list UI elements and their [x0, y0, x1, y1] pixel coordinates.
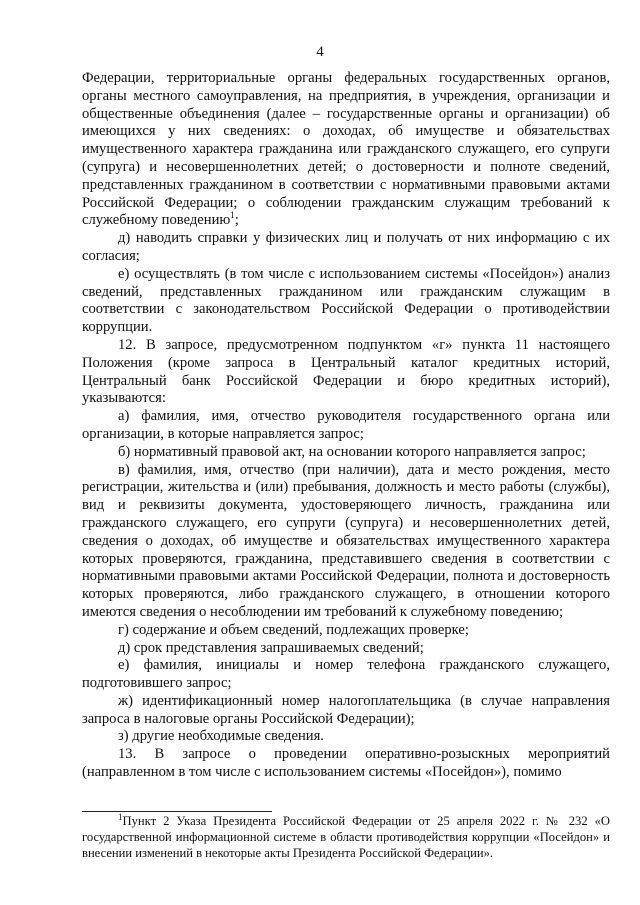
- paragraph-clause-13: 13. В запросе о проведении оперативно-розыскных мероприятий (направленном в том числе с использованием системы «Посейдон»), помимо: [82, 746, 610, 781]
- paragraph-item-g: г) содержание и объем сведений, подлежащих проверке;: [118, 621, 469, 638]
- footnote-marker: 1: [118, 811, 123, 822]
- paragraph-subitem-d: д) наводить справки у физических лиц и получать от них информацию с их согласия;: [82, 230, 610, 264]
- paragraph-clause-12: 12. В запросе, предусмотренном подпунктом «г» пункта 11 настоящего Положения (кроме запроса в Центральный каталог кредитных историй, Центральный банк Российской Федерации и бюро кредитных историй), указываются:: [82, 336, 610, 407]
- paragraph-item-z: з) другие необходимые сведения.: [118, 728, 324, 745]
- paragraph-item-e: е) фамилия, инициалы и номер телефона гражданского служащего, подготовившего запрос;: [82, 657, 610, 692]
- paragraph-tail: ;: [234, 212, 239, 229]
- paragraph-item-d: д) срок представления запрашиваемых сведений;: [118, 639, 424, 656]
- footnote-text: Пункт 2 Указа Президента Российской Федерации от 25 апреля 2022 г. № 232 «О государственной информационной системе в области противодействия коррупции «Посейдон» и внесении изменений в некоторые акты Президента Российской Федерации».: [82, 814, 610, 860]
- paragraph-item-v: в) фамилия, имя, отчество (при наличии), дата и место рождения, место регистрации, жительства и (или) пребывания, должность и место работы (службы), вид и реквизиты документа, удостоверяющего личность, гражданина или гражданского служащего, его супруги (супруга) и несовершеннолетних детей, сведения о доходах, об имуществе и обязательствах имущественного характера которых проверяются, гражданина, представившего сведения в соответствии с нормативными правовыми актами Российской Федерации, полнота и достоверность которых проверяются, либо гражданского служащего, в отношении которого имеются сведения о несоблюдении им требований к служебному поведению;: [82, 461, 610, 620]
- paragraph-item-zh: ж) идентификационный номер налогоплательщика (в случае направления запроса в налоговые органы Российской Федерации);: [82, 692, 610, 727]
- document-body: [82, 70, 610, 782]
- paragraph-text: Федерации, территориальные органы федеральных государственных органов, органы местного самоуправления, на предприятия, в учреждения, организации и общественные объединения (далее – государственные органы и организации) об имеющихся у них сведениях: о доходах, об имуществе и обязательствах имущественного характера гражданина или гражданского служащего, его супруги (супруга) и несовершеннолетних детей; о достоверности и полноте сведений, представленных гражданином в соответствии с нормативными правовыми актами Российской Федерации; о соблюдении гражданским служащим требований к служебному поведению: [82, 70, 610, 229]
- paragraph-subitem-e: е) осуществлять (в том числе с использованием системы «Посейдон») анализ сведений, представленных гражданином или гражданским служащим в соответствии с законодательством Российской Федерации о противодействии коррупции.: [82, 265, 610, 336]
- paragraph-continuation: [82, 70, 610, 230]
- paragraph-item-a: а) фамилия, имя, отчество руководителя государственного органа или организации, в которые направляется запрос;: [82, 408, 610, 442]
- footnote: [82, 811, 610, 861]
- page-number: 4: [316, 44, 324, 60]
- footnote-reference[interactable]: 1: [230, 210, 235, 221]
- paragraph-item-b: б) нормативный правовой акт, на основании которого направляется запрос;: [118, 443, 586, 460]
- footnote-body: [82, 811, 610, 861]
- footnote-separator: [82, 811, 272, 812]
